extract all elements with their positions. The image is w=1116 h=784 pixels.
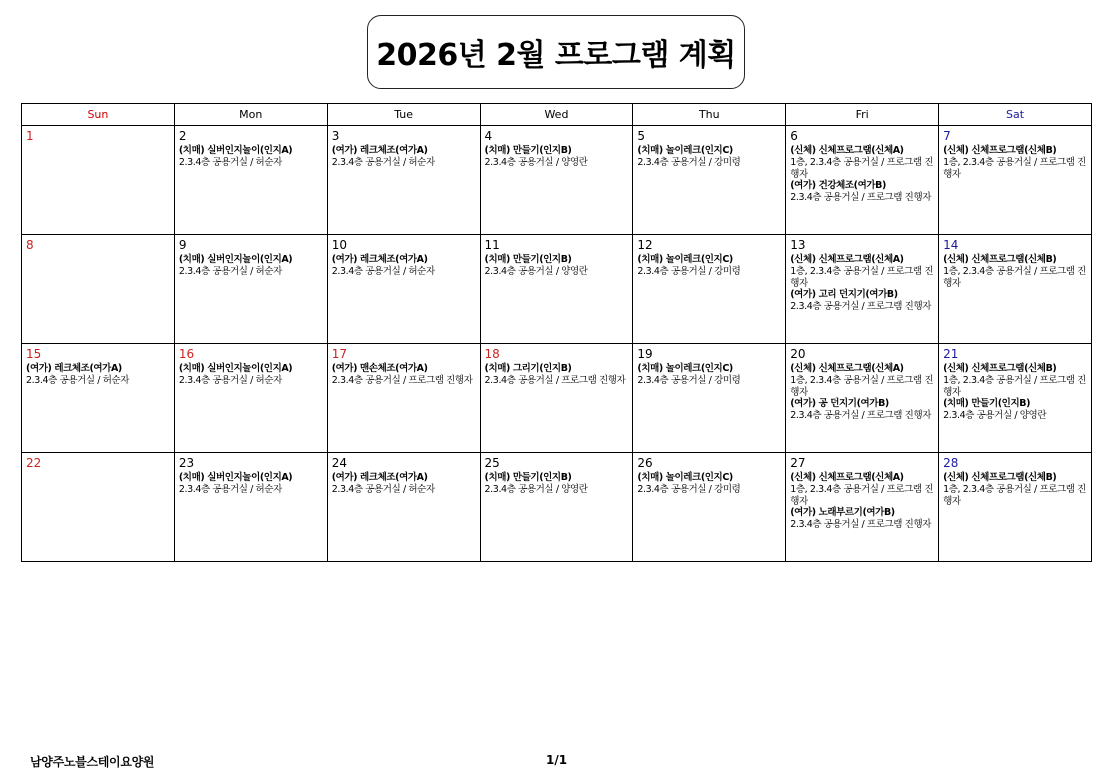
event-title: (여가) 고리 던지기(여가B) — [790, 289, 898, 300]
weekday-sun: Sun — [22, 104, 175, 126]
day-number: 7 — [943, 129, 951, 143]
event-detail: 2.3.4층 공용거실 / 강미령 — [637, 375, 741, 386]
day-number: 1 — [26, 129, 34, 143]
week-row — [22, 344, 1092, 453]
day-number: 24 — [331, 456, 347, 470]
event-detail: 1층, 2.3.4층 공용거실 / 프로그램 진행자 — [943, 484, 1086, 507]
weekday-row — [22, 104, 1092, 126]
calendar-table — [21, 103, 1092, 562]
event-detail: 2.3.4층 공용거실 / 허순자 — [331, 484, 435, 495]
day-number: 19 — [637, 347, 653, 361]
event-detail: 2.3.4층 공용거실 / 허순자 — [331, 266, 435, 277]
event-title: (여가) 맨손체조(여가A) — [331, 363, 428, 374]
event-detail: 2.3.4층 공용거실 / 프로그램 진행자 — [331, 375, 473, 386]
event-detail: 1층, 2.3.4층 공용거실 / 프로그램 진행자 — [790, 375, 934, 398]
event-title: (여가) 레크체조(여가A) — [26, 363, 122, 374]
day-cell — [327, 126, 480, 235]
day-cell — [22, 344, 175, 453]
week-row — [22, 453, 1092, 562]
day-cell — [939, 235, 1092, 344]
day-number: 2 — [178, 129, 187, 143]
day-number: 14 — [943, 238, 959, 252]
day-cell — [480, 344, 633, 453]
event-detail: 1층, 2.3.4층 공용거실 / 프로그램 진행자 — [790, 157, 934, 180]
event-title: (신체) 신체프로그램(신체A) — [790, 254, 904, 265]
event-title: (여가) 건강체조(여가B) — [790, 180, 886, 191]
weekday-sat: Sat — [939, 104, 1092, 126]
day-cell — [633, 235, 786, 344]
day-number: 22 — [26, 456, 42, 470]
day-number: 9 — [178, 238, 187, 252]
day-number: 20 — [790, 347, 806, 361]
day-cell — [633, 344, 786, 453]
day-cell — [327, 453, 480, 562]
day-cell — [786, 235, 939, 344]
event-detail: 1층, 2.3.4층 공용거실 / 프로그램 진행자 — [790, 266, 934, 289]
day-cell — [480, 453, 633, 562]
event-detail: 2.3.4층 공용거실 / 허순자 — [331, 157, 435, 168]
day-cell — [633, 126, 786, 235]
day-number: 26 — [637, 456, 653, 470]
day-cell — [327, 235, 480, 344]
event-title: (치매) 만들기(인지B) — [484, 145, 572, 156]
day-number: 25 — [484, 456, 500, 470]
event-detail: 1층, 2.3.4층 공용거실 / 프로그램 진행자 — [943, 157, 1086, 180]
event-title: (치매) 그리기(인지B) — [484, 363, 572, 374]
event-title: (치매) 실버인지놀이(인지A) — [178, 472, 293, 483]
day-number: 13 — [790, 238, 806, 252]
weekday-wed: Wed — [480, 104, 633, 126]
event-detail: 2.3.4층 공용거실 / 양영란 — [484, 266, 588, 277]
event-detail: 2.3.4층 공용거실 / 양영란 — [484, 157, 588, 168]
event-title: (신체) 신체프로그램(신체A) — [790, 363, 904, 374]
day-cell — [480, 126, 633, 235]
day-cell — [174, 126, 327, 235]
event-detail: 2.3.4층 공용거실 / 허순자 — [178, 157, 282, 168]
day-cell — [22, 235, 175, 344]
event-detail: 2.3.4층 공용거실 / 강미령 — [637, 157, 741, 168]
day-number: 17 — [331, 347, 347, 361]
event-title: (여가) 공 던지기(여가B) — [790, 398, 889, 409]
event-title: (치매) 놀이레크(인지C) — [637, 363, 733, 374]
event-detail: 2.3.4층 공용거실 / 강미령 — [637, 484, 741, 495]
day-cell — [939, 453, 1092, 562]
day-cell — [480, 235, 633, 344]
day-cell — [174, 344, 327, 453]
event-detail: 1층, 2.3.4층 공용거실 / 프로그램 진행자 — [943, 266, 1086, 289]
day-cell — [327, 344, 480, 453]
event-title: (여가) 레크체조(여가A) — [331, 254, 428, 265]
event-title: (치매) 만들기(인지B) — [484, 472, 572, 483]
event-detail: 2.3.4층 공용거실 / 프로그램 진행자 — [484, 375, 626, 386]
title-box — [367, 15, 745, 89]
day-number: 12 — [637, 238, 653, 252]
event-title: (여가) 노래부르기(여가B) — [790, 507, 895, 518]
day-cell — [174, 453, 327, 562]
page-title: 2026년 2월 프로그램 계획 — [376, 38, 736, 73]
day-number: 28 — [943, 456, 959, 470]
day-number: 23 — [178, 456, 195, 470]
day-cell — [174, 235, 327, 344]
day-number: 6 — [790, 129, 798, 143]
day-number: 11 — [484, 238, 500, 252]
event-detail: 2.3.4층 공용거실 / 프로그램 진행자 — [790, 410, 931, 421]
day-number: 5 — [637, 129, 646, 143]
event-detail: 2.3.4층 공용거실 / 강미령 — [637, 266, 741, 277]
day-cell — [786, 453, 939, 562]
day-number: 27 — [790, 456, 806, 470]
day-cell — [939, 344, 1092, 453]
event-detail: 2.3.4층 공용거실 / 양영란 — [484, 484, 588, 495]
event-detail: 2.3.4층 공용거실 / 양영란 — [943, 410, 1047, 421]
day-number: 21 — [943, 347, 959, 361]
week-row — [22, 235, 1092, 344]
event-title: (치매) 놀이레크(인지C) — [637, 254, 733, 265]
day-cell — [786, 126, 939, 235]
day-cell — [786, 344, 939, 453]
calendar-header — [22, 104, 1092, 126]
day-cell — [22, 126, 175, 235]
footer-page-number: 1/1 — [546, 753, 568, 767]
event-title: (신체) 신체프로그램(신체B) — [943, 363, 1057, 374]
weekday-thu: Thu — [633, 104, 786, 126]
event-title: (신체) 신체프로그램(신체B) — [943, 145, 1057, 156]
event-detail: 1층, 2.3.4층 공용거실 / 프로그램 진행자 — [790, 484, 934, 507]
event-title: (치매) 만들기(인지B) — [484, 254, 572, 265]
day-number: 10 — [331, 238, 347, 252]
event-title: (신체) 신체프로그램(신체B) — [943, 472, 1057, 483]
event-detail: 2.3.4층 공용거실 / 허순자 — [178, 484, 282, 495]
event-title: (신체) 신체프로그램(신체A) — [790, 472, 904, 483]
event-detail: 2.3.4층 공용거실 / 허순자 — [178, 375, 282, 386]
calendar-body — [22, 126, 1092, 562]
event-title: (치매) 만들기(인지B) — [943, 398, 1031, 409]
day-cell — [939, 126, 1092, 235]
day-cell — [22, 453, 175, 562]
event-title: (치매) 놀이레크(인지C) — [637, 145, 733, 156]
footer-organization: 남양주노블스테이요양원 — [30, 755, 155, 769]
event-title: (치매) 놀이레크(인지C) — [637, 472, 733, 483]
event-title: (치매) 실버인지놀이(인지A) — [178, 145, 293, 156]
week-row — [22, 126, 1092, 235]
weekday-tue: Tue — [327, 104, 480, 126]
weekday-fri: Fri — [786, 104, 939, 126]
event-detail: 2.3.4층 공용거실 / 프로그램 진행자 — [790, 519, 931, 530]
day-number: 4 — [484, 129, 493, 143]
event-title: (여가) 레크체조(여가A) — [331, 145, 428, 156]
event-title: (신체) 신체프로그램(신체A) — [790, 145, 904, 156]
day-number: 18 — [484, 347, 500, 361]
day-cell — [633, 453, 786, 562]
event-detail: 2.3.4층 공용거실 / 프로그램 진행자 — [790, 301, 931, 312]
event-detail: 2.3.4층 공용거실 / 프로그램 진행자 — [790, 192, 931, 203]
event-title: (신체) 신체프로그램(신체B) — [943, 254, 1057, 265]
event-title: (치매) 실버인지놀이(인지A) — [178, 254, 293, 265]
event-detail: 2.3.4층 공용거실 / 허순자 — [178, 266, 282, 277]
event-title: (치매) 실버인지놀이(인지A) — [178, 363, 293, 374]
day-number: 8 — [26, 238, 34, 252]
day-number: 16 — [178, 347, 195, 361]
weekday-mon: Mon — [174, 104, 327, 126]
event-title: (여가) 레크체조(여가A) — [331, 472, 428, 483]
day-number: 15 — [26, 347, 42, 361]
day-number: 3 — [331, 129, 340, 143]
event-detail: 1층, 2.3.4층 공용거실 / 프로그램 진행자 — [943, 375, 1086, 398]
event-detail: 2.3.4층 공용거실 / 허순자 — [26, 375, 130, 386]
